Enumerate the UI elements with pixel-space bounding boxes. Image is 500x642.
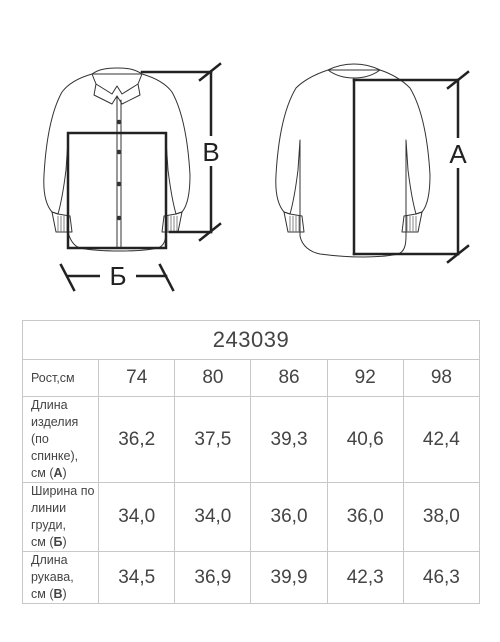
table-cell: 34,0 bbox=[175, 483, 251, 552]
row-label bbox=[23, 397, 99, 483]
table-title-row bbox=[23, 321, 480, 360]
table-cell: 46,3 bbox=[403, 552, 479, 604]
table-row bbox=[23, 483, 480, 552]
table-row bbox=[23, 397, 480, 483]
size-header: 74 bbox=[99, 360, 175, 397]
table-cell: 37,5 bbox=[175, 397, 251, 483]
table-cell: 36,0 bbox=[251, 483, 327, 552]
row-label-line: (по спинке), bbox=[31, 432, 79, 463]
row-label-unit: см (А) bbox=[31, 466, 67, 480]
row-label bbox=[23, 552, 99, 604]
size-header: 86 bbox=[251, 360, 327, 397]
row-label-unit: см (Б) bbox=[31, 535, 67, 549]
width-letter: Б bbox=[109, 261, 127, 291]
row-label-unit: см (В) bbox=[31, 587, 67, 601]
size-header: 98 bbox=[403, 360, 479, 397]
table-cell: 40,6 bbox=[327, 397, 403, 483]
row-label-line: Ширина по bbox=[31, 484, 95, 498]
height-label: Рост,см bbox=[23, 360, 99, 397]
table-cell: 42,4 bbox=[403, 397, 479, 483]
size-table bbox=[22, 320, 480, 604]
garment-sketch bbox=[0, 0, 500, 310]
table-cell: 34,5 bbox=[99, 552, 175, 604]
length-letter: А bbox=[449, 139, 467, 169]
size-header: 80 bbox=[175, 360, 251, 397]
table-cell: 39,3 bbox=[251, 397, 327, 483]
size-header: 92 bbox=[327, 360, 403, 397]
row-label-line: Длина изделия bbox=[31, 398, 79, 429]
table-cell: 34,0 bbox=[99, 483, 175, 552]
table-header-row bbox=[23, 360, 480, 397]
table-cell: 42,3 bbox=[327, 552, 403, 604]
article-number: 243039 bbox=[23, 321, 480, 360]
table-cell: 36,2 bbox=[99, 397, 175, 483]
front-view bbox=[44, 68, 190, 251]
row-label-line: линии груди, bbox=[31, 501, 67, 532]
row-label bbox=[23, 483, 99, 552]
table-cell: 39,9 bbox=[251, 552, 327, 604]
table-row bbox=[23, 552, 480, 604]
table-cell: 38,0 bbox=[403, 483, 479, 552]
table-cell: 36,9 bbox=[175, 552, 251, 604]
sleeve-letter: В bbox=[202, 137, 220, 167]
table-cell: 36,0 bbox=[327, 483, 403, 552]
row-label-line: Длина рукава, bbox=[31, 553, 74, 584]
